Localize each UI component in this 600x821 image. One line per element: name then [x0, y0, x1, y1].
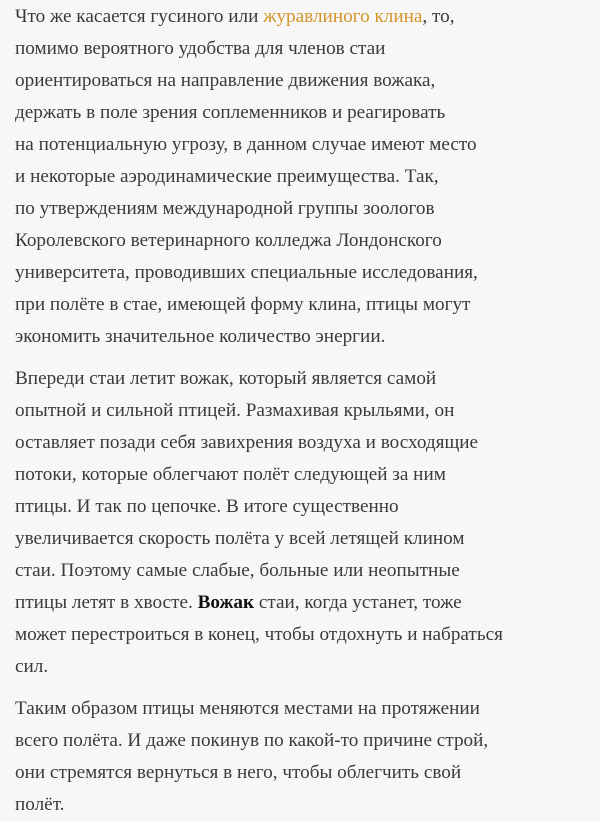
text-line: и некоторые аэродинамические преимущества. Так, [15, 166, 439, 187]
paragraph-1 [15, 1, 590, 353]
text-segment: Что же касается гусиного или [15, 6, 264, 27]
text-line: полёт. [15, 794, 65, 815]
text-segment: стаи, когда устанет, тоже [254, 592, 462, 613]
text-line: всего полёта. И даже покинув по какой-то причине строй, [15, 730, 489, 751]
text-line: держать в поле зрения соплеменников и реагировать [15, 102, 446, 123]
text-line: они стремятся вернуться в него, чтобы облегчить свой [15, 762, 462, 783]
text-line: Впереди стаи летит вожак, который является самой [15, 368, 437, 389]
text-line: может перестроиться в конец, чтобы отдохнуть и набраться [15, 624, 503, 645]
text-line [15, 587, 590, 619]
paragraph-3 [15, 693, 590, 821]
text-line: сил. [15, 656, 49, 677]
text-line: оставляет позади себя завихрения воздуха и восходящие [15, 432, 479, 453]
text-line: Королевского ветеринарного колледжа Лондонского [15, 230, 442, 251]
text-line: птицы. И так по цепочке. В итоге существенно [15, 496, 399, 517]
text-line: потоки, которые облегчают полёт следующей за ним [15, 464, 446, 485]
text-segment: , то, [422, 6, 455, 27]
leader-emphasis: Вожак [197, 592, 255, 613]
text-line: увеличивается скорость полёта у всей летящей клином [15, 528, 465, 549]
text-line: помимо вероятного удобства для членов стаи [15, 38, 386, 59]
text-line: стаи. Поэтому самые слабые, больные или неопытные [15, 560, 460, 581]
text-line: при полёте в стае, имеющей форму клина, птицы могут [15, 294, 471, 315]
text-line: университета, проводивших специальные исследования, [15, 262, 478, 283]
text-line: на потенциальную угрозу, в данном случае имеют место [15, 134, 477, 155]
paragraph-2 [15, 363, 590, 683]
text-line [15, 1, 590, 33]
text-line: ориентироваться на направление движения вожака, [15, 70, 436, 91]
text-line: по утверждениям международной группы зоологов [15, 198, 435, 219]
text-line: опытной и сильной птицей. Размахивая крыльями, он [15, 400, 455, 421]
crane-wedge-link[interactable]: журавлиного клина [263, 6, 423, 27]
text-segment: птицы летят в хвосте. [15, 592, 198, 613]
text-line: Таким образом птицы меняются местами на протяжении [15, 698, 480, 719]
text-line: экономить значительное количество энергии. [15, 326, 386, 347]
